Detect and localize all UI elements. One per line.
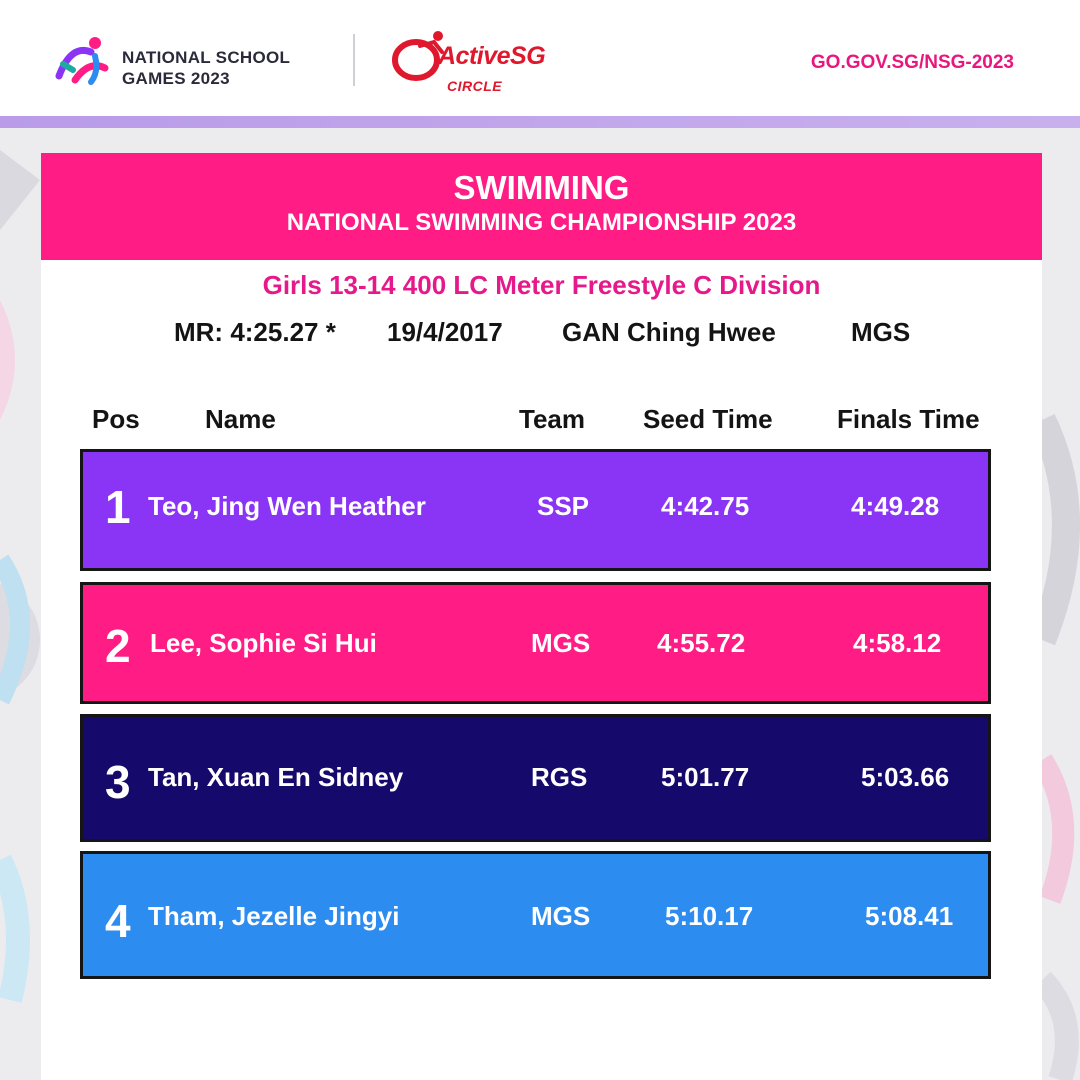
meet-record: MR: 4:25.27 *: [174, 317, 336, 347]
record-date: 19/4/2017: [387, 317, 503, 347]
row-position: 2: [105, 620, 131, 672]
row-team: MGS: [531, 901, 591, 931]
header-divider: [353, 34, 355, 86]
nsg-logo-line1: NATIONAL SCHOOL: [122, 48, 291, 67]
column-header-pos: Pos: [92, 404, 140, 434]
header-stripe: [0, 116, 1080, 128]
activesg-sub: CIRCLE: [447, 78, 503, 94]
row-finals-time: 4:58.12: [853, 628, 942, 658]
row-finals-time: 5:08.41: [865, 901, 954, 931]
event-title: Girls 13-14 400 LC Meter Freestyle C Division: [262, 270, 821, 300]
row-finals-time: 4:49.28: [851, 491, 940, 521]
row-seed-time: 5:01.77: [661, 762, 750, 792]
row-position: 3: [105, 756, 131, 808]
row-team: RGS: [531, 762, 588, 792]
row-position: 4: [105, 895, 131, 947]
row-team: MGS: [531, 628, 591, 658]
row-team: SSP: [537, 491, 590, 521]
title-banner: [41, 153, 1042, 260]
column-header-finals: Finals Time: [837, 404, 980, 434]
row-seed-time: 5:10.17: [665, 901, 754, 931]
row-position: 1: [105, 481, 131, 533]
record-holder: GAN Ching Hwee: [562, 317, 776, 347]
result-row: [80, 582, 991, 704]
nsg-logo-line2: GAMES 2023: [122, 69, 230, 88]
nsg-logo-icon: [55, 34, 117, 86]
result-row: [80, 714, 991, 842]
column-header-seed: Seed Time: [643, 404, 773, 434]
nsg-logo-text: [122, 47, 290, 89]
result-row: [80, 851, 991, 979]
row-seed-time: 4:55.72: [657, 628, 746, 658]
header-bar: [0, 0, 1080, 116]
record-team: MGS: [851, 317, 911, 347]
row-finals-time: 5:03.66: [861, 762, 950, 792]
row-seed-time: 4:42.75: [661, 491, 750, 521]
sport-title: SWIMMING: [453, 169, 630, 206]
results-panel: [41, 153, 1042, 1080]
activesg-brand: ActiveSG: [438, 42, 546, 70]
championship-title: NATIONAL SWIMMING CHAMPIONSHIP 2023: [286, 209, 797, 236]
row-swimmer-name: Tham, Jezelle Jingyi: [148, 901, 400, 931]
website-url[interactable]: GO.GOV.SG/NSG-2023: [810, 52, 1014, 73]
row-swimmer-name: Tan, Xuan En Sidney: [148, 762, 404, 792]
row-swimmer-name: Teo, Jing Wen Heather: [148, 491, 426, 521]
column-header-team: Team: [519, 404, 585, 434]
row-swimmer-name: Lee, Sophie Si Hui: [150, 628, 377, 658]
result-row: [80, 449, 991, 571]
column-header-name: Name: [205, 404, 276, 434]
